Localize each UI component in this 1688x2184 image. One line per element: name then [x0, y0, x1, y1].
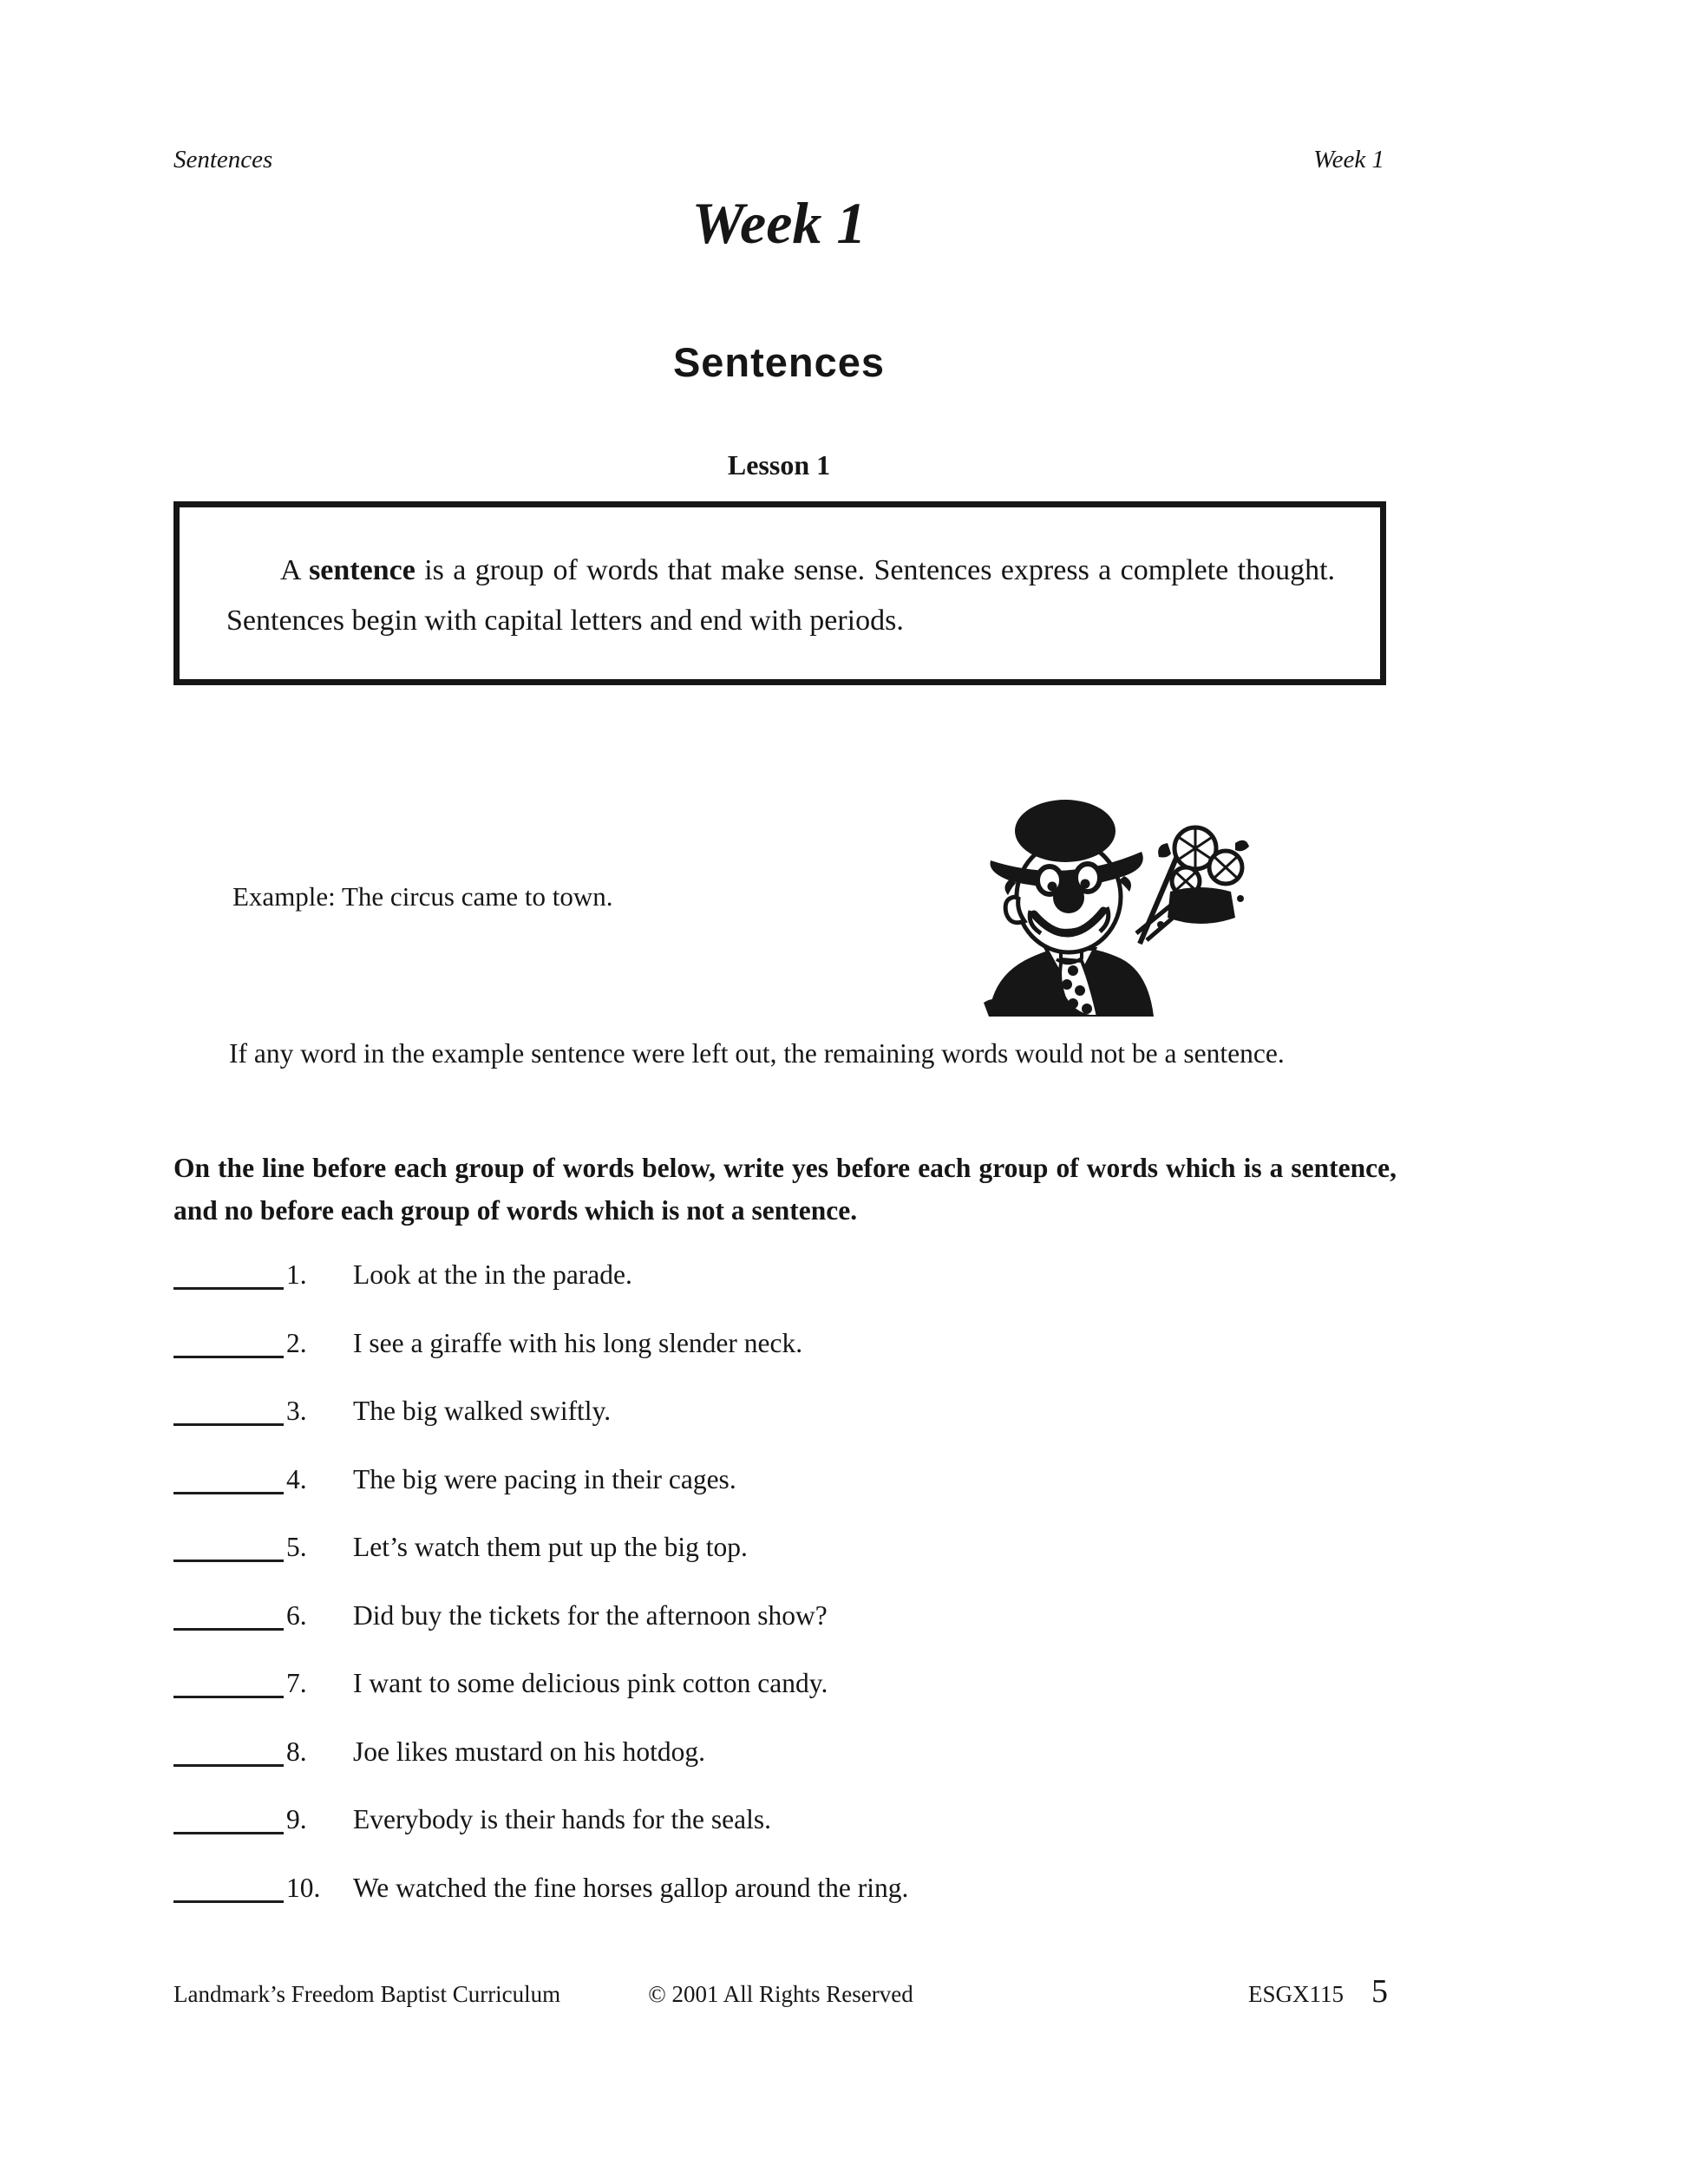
answer-blank	[173, 1488, 284, 1494]
item-number: 10.	[286, 1872, 321, 1903]
flower-bouquet	[1136, 827, 1249, 944]
answer-blank	[173, 1691, 284, 1698]
exercise-row	[173, 1259, 1397, 1328]
definition-box	[173, 501, 1386, 685]
exercise-row	[173, 1804, 1397, 1873]
exercise-row	[173, 1396, 1397, 1464]
answer-blank	[173, 1828, 284, 1834]
definition-text	[226, 546, 1335, 646]
item-text: Let’s watch them put up the big top.	[353, 1532, 748, 1562]
exercise-row	[173, 1600, 1397, 1669]
item-text: Everybody is their hands for the seals.	[353, 1804, 772, 1834]
footer-code: ESGX115	[1248, 1981, 1345, 2007]
page-title: Week 1	[691, 190, 867, 256]
answer-blank	[173, 1896, 284, 1903]
instructions-text: On the line before each group of words below, write yes before each group of words which is a sentence, and no before each group of words which is not a sentence.	[173, 1153, 1397, 1226]
item-number: 9.	[286, 1804, 307, 1834]
item-number: 3.	[286, 1396, 307, 1426]
definition-rest: is a group of words that make sense. Sentences express a complete thought. Sentences begin with capital letters and end with periods.	[226, 554, 1336, 637]
lesson-label: Lesson 1	[727, 449, 831, 481]
running-head	[173, 146, 1384, 174]
footer-publisher: Landmark’s Freedom Baptist Curriculum	[173, 1981, 561, 2007]
running-head-left: Sentences	[173, 146, 273, 173]
example-text: Example: The circus came to town.	[232, 881, 613, 912]
answer-blank	[173, 1283, 284, 1290]
item-number: 4.	[286, 1463, 307, 1494]
item-text: We watched the fine horses gallop around the ring.	[353, 1872, 909, 1903]
item-text: I see a giraffe with his long slender neck.	[353, 1327, 803, 1358]
exercise-list	[173, 1259, 1397, 1940]
footer-right	[983, 1972, 1388, 2011]
footer	[173, 1972, 1388, 2011]
item-number: 1.	[286, 1259, 307, 1290]
item-text: Did buy the tickets for the afternoon show?	[353, 1599, 828, 1631]
exercise-row	[173, 1464, 1397, 1533]
clown-face	[991, 800, 1143, 963]
item-text: The big were pacing in their cages.	[353, 1463, 736, 1494]
exercise-row	[173, 1736, 1397, 1805]
answer-blank	[173, 1760, 284, 1767]
clown-image	[975, 794, 1254, 1017]
item-text: I want to some delicious pink cotton candy.	[353, 1668, 828, 1698]
item-number: 8.	[286, 1736, 307, 1767]
item-number: 7.	[286, 1668, 307, 1698]
answer-blank	[173, 1555, 284, 1562]
item-number: 6.	[286, 1599, 307, 1631]
exercise-row	[173, 1328, 1397, 1396]
item-text: The big walked swiftly.	[353, 1396, 612, 1426]
item-text: Joe likes mustard on his hotdog.	[353, 1736, 705, 1767]
exercise-row	[173, 1668, 1397, 1736]
item-number: 5.	[286, 1532, 307, 1562]
definition-term: sentence	[309, 554, 415, 586]
running-head-right: Week 1	[1313, 146, 1384, 173]
item-number: 2.	[286, 1327, 307, 1358]
definition-lead: A	[280, 554, 300, 586]
clown-body	[984, 945, 1154, 1017]
footer-page-number: 5	[1371, 1973, 1389, 2010]
exercise-row	[173, 1532, 1397, 1600]
section-title: Sentences	[672, 339, 886, 385]
exercise-row	[173, 1873, 1397, 1941]
item-text: Look at the in the parade.	[353, 1259, 632, 1290]
answer-blank	[173, 1351, 284, 1358]
intro-paragraph: If any word in the example sentence were left out, the remaining words would not be a sentence.	[229, 1038, 1285, 1069]
answer-blank	[173, 1624, 284, 1631]
footer-copyright: © 2001 All Rights Reserved	[648, 1981, 913, 2007]
answer-blank	[173, 1419, 284, 1426]
